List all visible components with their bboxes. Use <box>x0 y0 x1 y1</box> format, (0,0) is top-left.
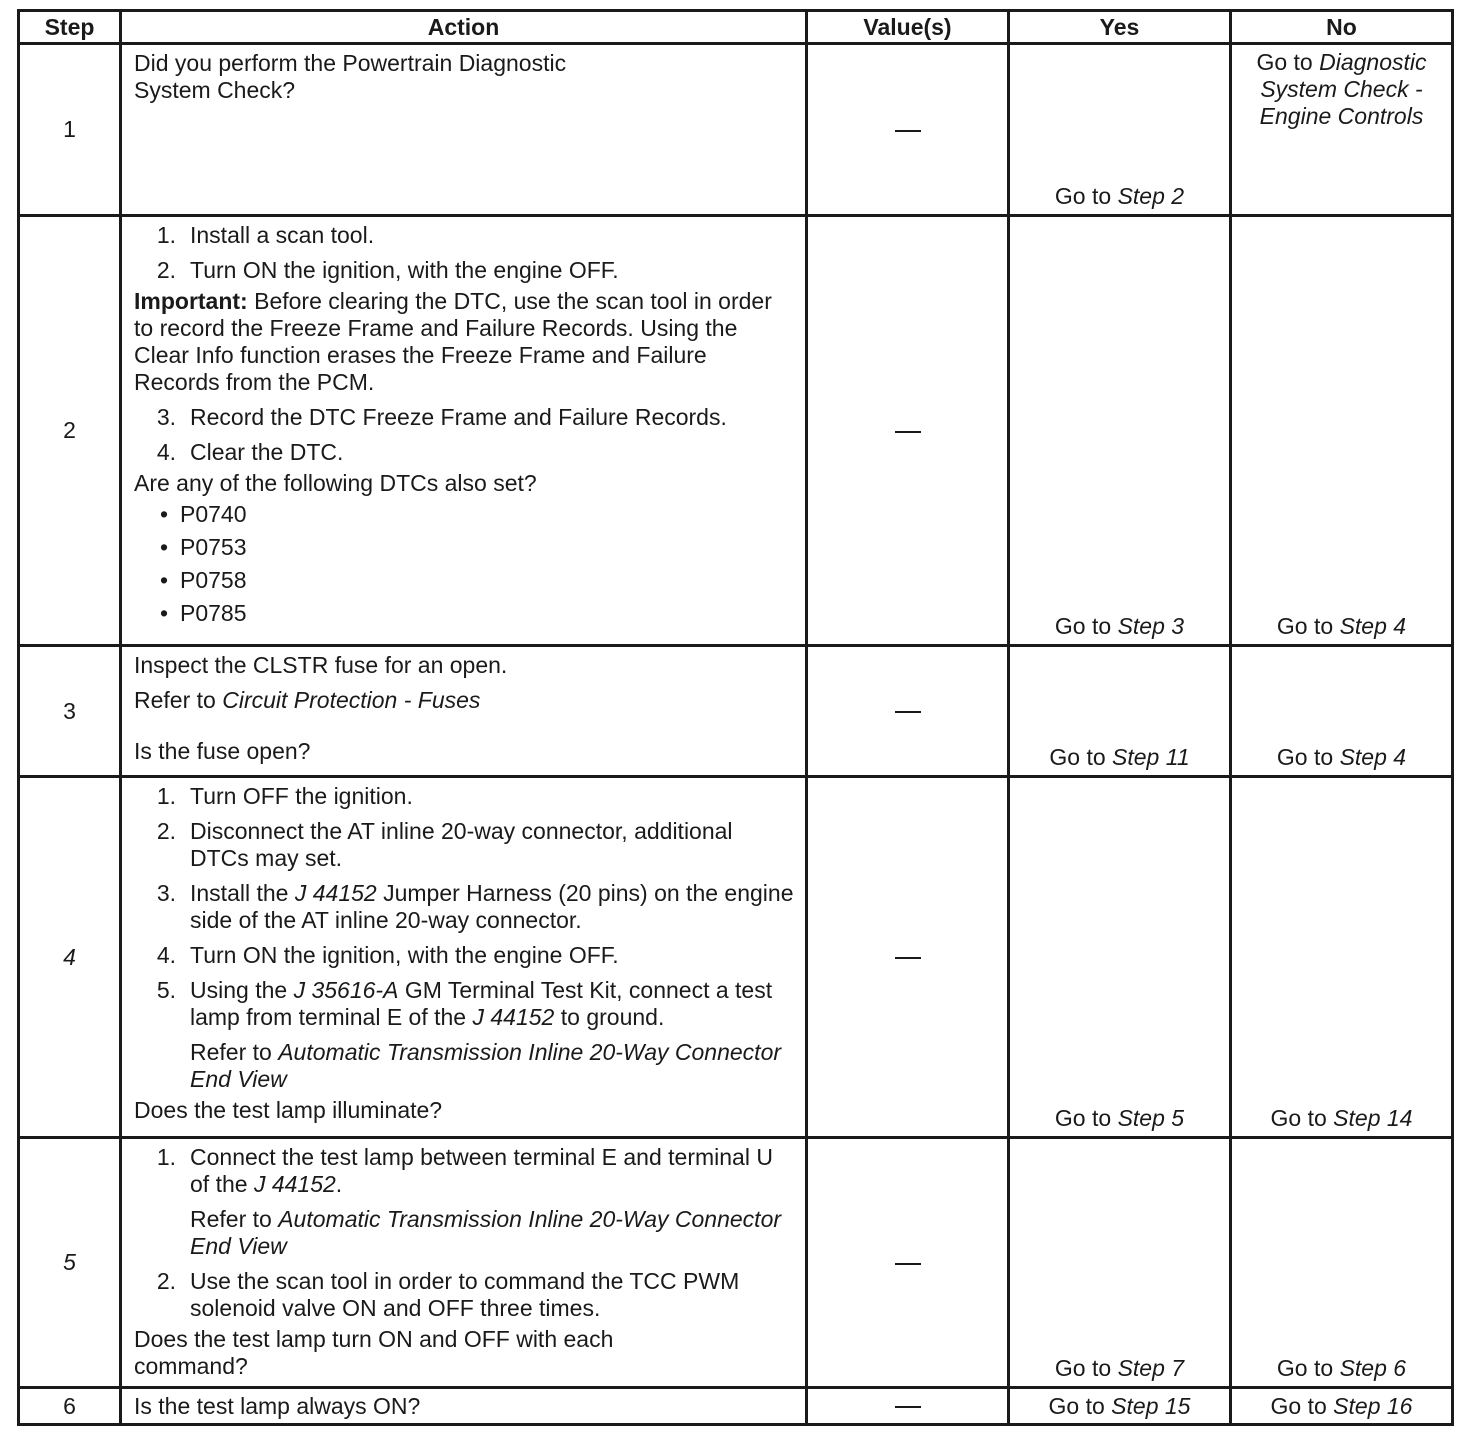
value-dash <box>895 957 921 959</box>
yes-cell: Go to Step 2 <box>1009 44 1231 216</box>
value-cell <box>807 646 1009 777</box>
question: Did you perform the Powertrain Diagnostic System Check? <box>134 50 567 103</box>
header-action: Action <box>121 11 807 44</box>
value-dash <box>895 130 921 132</box>
step-number: 5 <box>19 1138 121 1388</box>
header-yes: Yes <box>1009 11 1231 44</box>
procedure-list: 1. Turn OFF the ignition. 2. Disconnect the AT inline 20-way connector, additional DTCs may set. 3. Install the J 44152 Jumper Harness (20 pins) on the engine side of the AT inline 20-way connector. 4. Turn ON the ignition, with the engine OFF. 5. Using the J 35616-A GM Terminal Test Kit, connect a test lamp from terminal E of the J 44152 to ground. Refer to Automatic Transmission Inline 20-Way Connector End View <box>134 783 797 1093</box>
table-row <box>19 216 1453 646</box>
procedure-list: 3. Record the DTC Freeze Frame and Failure Records. 4. Clear the DTC. <box>156 404 727 465</box>
no-cell: Go to Step 4 <box>1231 646 1453 777</box>
yes-cell: Go to Step 3 <box>1009 216 1231 646</box>
no-cell: Go to Step 6 <box>1231 1138 1453 1388</box>
yes-step-link[interactable]: Step 11 <box>1112 744 1190 770</box>
step-number: 3 <box>19 646 121 777</box>
table-row <box>19 1138 1453 1388</box>
yes-cell: Go to Step 7 <box>1009 1138 1231 1388</box>
value-cell <box>807 1388 1009 1425</box>
no-cell: Go to Step 14 <box>1231 777 1453 1138</box>
question: Does the test lamp turn ON and OFF with each command? <box>134 1326 614 1379</box>
value-cell <box>807 44 1009 216</box>
no-cell: Go to Diagnostic System Check - Engine Controls <box>1231 44 1453 216</box>
value-dash <box>895 431 921 433</box>
yes-step-link[interactable]: Step 15 <box>1111 1392 1191 1419</box>
important-note: Important: Before clearing the DTC, use the scan tool in order to record the Freeze Frame and Failure Records. Using the Clear Info function erases the Freeze Frame and Failure Records from the PCM. <box>134 288 772 395</box>
list-item: • P0758 <box>160 567 247 593</box>
action-cell <box>121 216 807 646</box>
tool-ref: J 44152 <box>253 1171 336 1197</box>
value-dash <box>895 1263 921 1265</box>
no-step-link[interactable]: Step 4 <box>1339 744 1407 770</box>
action-cell <box>121 1138 807 1388</box>
value-cell <box>807 1138 1009 1388</box>
table-row <box>19 1388 1453 1425</box>
table-row <box>19 777 1453 1138</box>
action-cell <box>121 777 807 1138</box>
tool-ref: J 35616-A <box>293 977 399 1003</box>
no-ref-link[interactable]: Diagnostic System Check - Engine Controls <box>1259 49 1427 129</box>
reference: Refer to Automatic Transmission Inline 20-Way Connector End View <box>190 1039 782 1092</box>
action-cell <box>121 44 807 216</box>
list-item: • P0753 <box>160 534 247 560</box>
step-number: 2 <box>19 216 121 646</box>
question: Is the fuse open? <box>134 738 311 764</box>
value-cell <box>807 777 1009 1138</box>
no-step-link[interactable]: Step 6 <box>1339 1355 1407 1381</box>
value-dash <box>895 711 921 713</box>
table-row <box>19 646 1453 777</box>
yes-cell: Go to Step 11 <box>1009 646 1231 777</box>
question: Is the test lamp always ON? <box>134 1392 421 1419</box>
dtc-list <box>134 501 797 627</box>
step-number: 4 <box>19 777 121 1138</box>
diagnostic-table <box>17 9 1454 1426</box>
action-cell <box>121 1388 807 1425</box>
question: Does the test lamp illuminate? <box>134 1097 443 1123</box>
step-number: 6 <box>19 1388 121 1425</box>
reference-link[interactable]: Automatic Transmission Inline 20-Way Connector End View <box>190 1206 782 1259</box>
table-row <box>19 44 1453 216</box>
no-cell: Go to Step 4 <box>1231 216 1453 646</box>
reference-link[interactable]: Circuit Protection - Fuses <box>222 687 481 713</box>
yes-cell: Go to Step 5 <box>1009 777 1231 1138</box>
question: Are any of the following DTCs also set? <box>134 470 537 496</box>
instruction: Inspect the CLSTR fuse for an open. <box>134 652 508 678</box>
reference: Refer to Circuit Protection - Fuses <box>134 687 481 713</box>
no-cell: Go to Step 16 <box>1231 1388 1453 1425</box>
tool-ref: J 44152 <box>472 1004 555 1030</box>
reference-link[interactable]: Automatic Transmission Inline 20-Way Connector End View <box>190 1039 782 1092</box>
header-step: Step <box>19 11 121 44</box>
no-step-link[interactable]: Step 14 <box>1333 1105 1413 1131</box>
table-header-row <box>19 11 1453 44</box>
action-cell <box>121 646 807 777</box>
yes-step-link[interactable]: Step 5 <box>1117 1105 1185 1131</box>
value-cell <box>807 216 1009 646</box>
step-number: 1 <box>19 44 121 216</box>
yes-cell: Go to Step 15 <box>1009 1388 1231 1425</box>
procedure-list: 1. Connect the test lamp between terminal E and terminal U of the J 44152. Refer to Automatic Transmission Inline 20-Way Connector End View 2. Use the scan tool in order to command the TCC PWM solenoid valve ON and OFF three times. <box>134 1144 797 1322</box>
header-no: No <box>1231 11 1453 44</box>
yes-step-link[interactable]: Step 7 <box>1117 1355 1185 1381</box>
tool-ref: J 44152 <box>294 880 377 906</box>
header-values: Value(s) <box>807 11 1009 44</box>
reference: Refer to Automatic Transmission Inline 20-Way Connector End View <box>190 1206 782 1259</box>
no-step-link[interactable]: Step 16 <box>1333 1392 1413 1419</box>
yes-step-link[interactable]: Step 3 <box>1117 613 1185 639</box>
yes-step-link[interactable]: Step 2 <box>1117 183 1185 209</box>
procedure-list: 1. Install a scan tool. 2. Turn ON the ignition, with the engine OFF. <box>156 222 619 283</box>
list-item: • P0740 <box>160 501 247 527</box>
list-item: • P0785 <box>160 600 247 626</box>
value-dash <box>895 1406 921 1408</box>
no-step-link[interactable]: Step 4 <box>1339 613 1407 639</box>
